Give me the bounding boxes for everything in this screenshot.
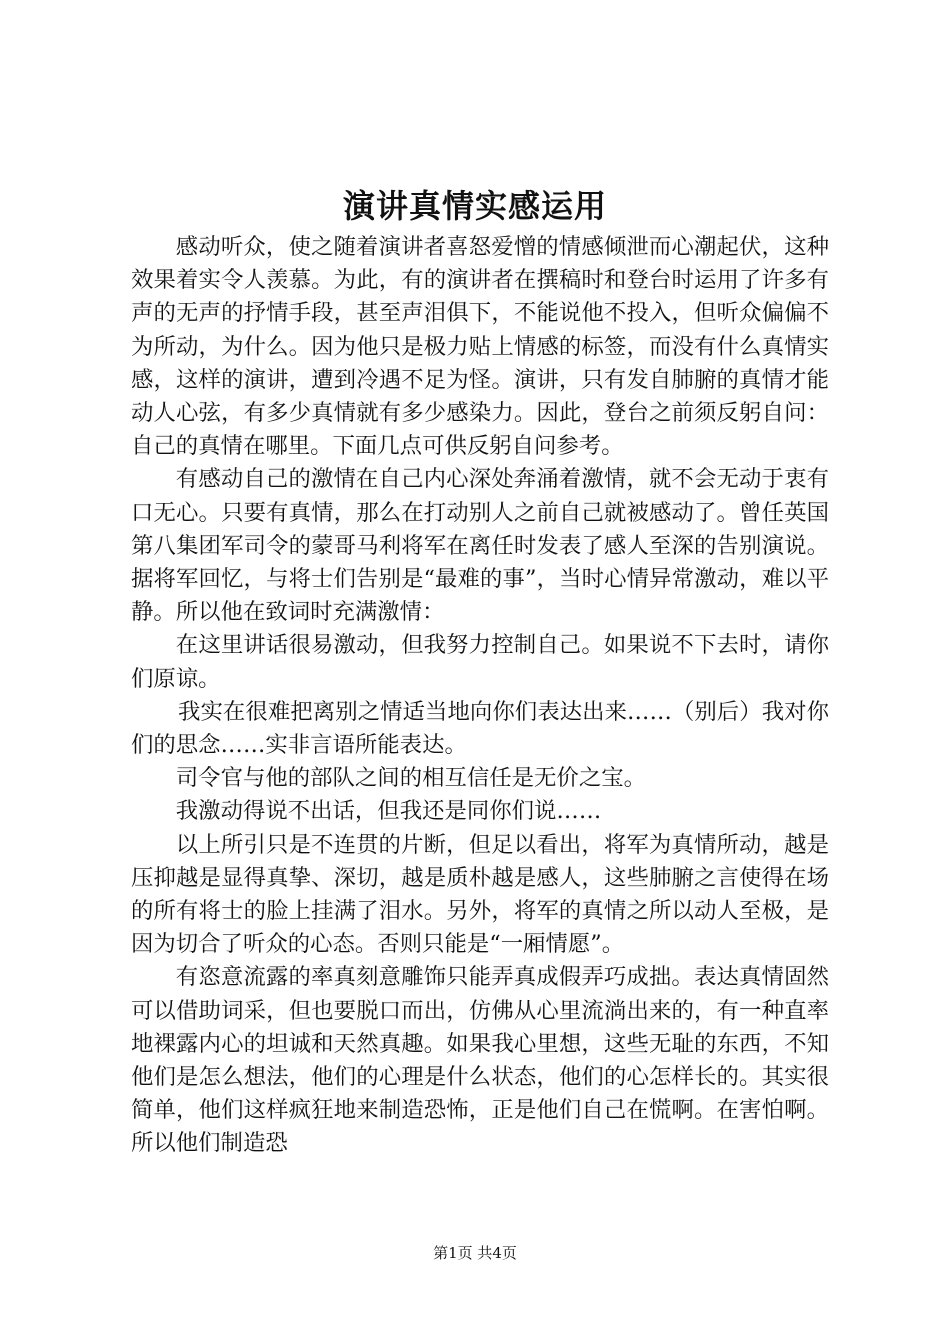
paragraph: 我激动得说不出话，但我还是同你们说…… bbox=[175, 798, 602, 825]
document-title: 演讲真情实感运用 bbox=[342, 187, 607, 225]
paragraph: 以上所引只是不连贯的片断，但足以看出，将军为真情所动，越是压抑越是显得真挚、深切，越是质朴越是感人，这些肺腑之言使得在场的所有将士的脸上挂满了泪水。另外，将军的真情之所以动人至极，是因为切合了听众的心态。否则只能是“一厢情愿”。 bbox=[131, 831, 829, 958]
document-body bbox=[131, 231, 829, 1161]
paragraph: 司令官与他的部队之间的相互信任是无价之宝。 bbox=[175, 765, 646, 792]
paragraph: 我实在很难把离别之情适当地向你们表达出来……（别后）我对你们的思念……实非言语所能表达。 bbox=[131, 698, 829, 759]
paragraph: 感动听众，使之随着演讲者喜怒爱憎的情感倾泄而心潮起伏，这种效果着实令人羡慕。为此，有的演讲者在撰稿时和登台时运用了许多有声的无声的抒情手段，甚至声泪俱下，不能说他不投入，但听众偏偏不为所动，为什么。因为他只是极力贴上情感的标签，而没有什么真情实感，这样的演讲，遭到冷遇不足为怪。演讲，只有发自肺腑的真情才能动人心弦，有多少真情就有多少感染力。因此，登台之前须反躬自问：自己的真情在哪里。下面几点可供反躬自问参考。 bbox=[131, 234, 829, 460]
page-footer: 第1页 共4页 bbox=[433, 1244, 517, 1262]
paragraph: 在这里讲话很易激动，但我努力控制自己。如果说不下去时，请你们原谅。 bbox=[131, 632, 829, 692]
paragraph: 有恣意流露的率真刻意雕饰只能弄真成假弄巧成拙。表达真情固然可以借助词采，但也要脱口而出，仿佛从心里流淌出来的，有一种直率地裸露内心的坦诚和天然真趣。如果我心里想，这些无耻的东西，不知他们是怎么想法，他们的心理是什么状态，他们的心怎样长的。其实很简单，他们这样疯狂地来制造恐怖，正是他们自己在慌啊。在害怕啊。所以他们制造恐 bbox=[131, 964, 829, 1157]
paragraph: 有感动自己的激情在自己内心深处奔涌着激情，就不会无动于衷有口无心。只要有真情，那么在打动别人之前自己就被感动了。曾任英国第八集团军司令的蒙哥马利将军在离任时发表了感人至深的告别演说。据将军回忆，与将士们告别是“最难的事”，当时心情异常激动，难以平静。所以他在致词时充满激情： bbox=[131, 466, 829, 626]
